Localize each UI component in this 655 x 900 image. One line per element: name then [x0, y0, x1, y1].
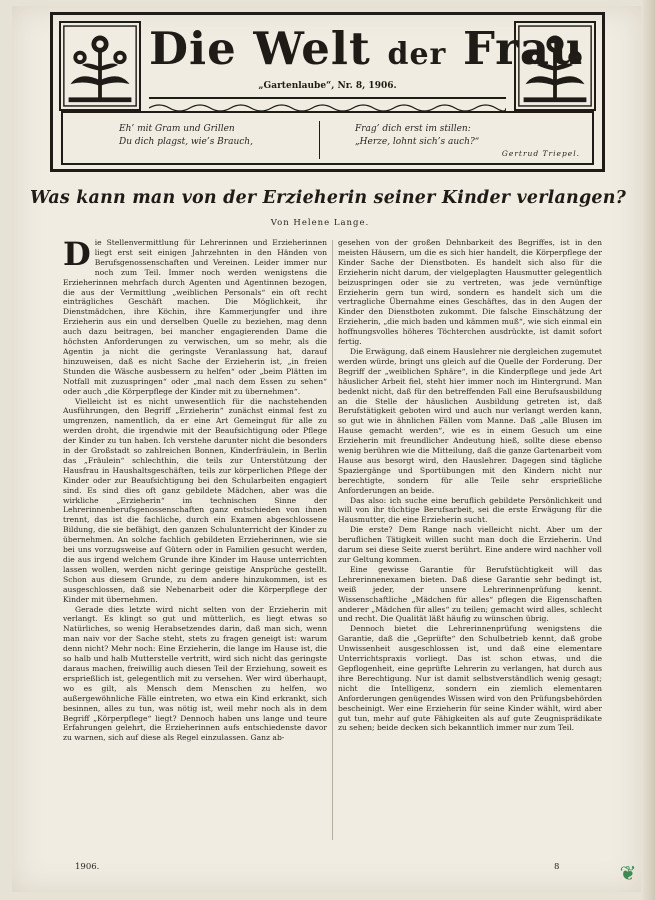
- paragraph: Gerade dies letzte wird nicht selten von der Erzieherin mit verlangt. Es klingt so gut und mütterlich, es liegt etwas so Natürliches, so wenig Herabsetzendes darin, daß man sich, wenn man naiv vor der Sache steht, stets zu fragen geneigt ist: warum denn nicht? Mehr noch: Eine Erzieherin, die lange im Hause ist, die so halb und halb Mutterstelle vertritt, wird sich nicht das geringste daraus machen, freiwillig auch diesen Teil der Erziehung, soweit es ersprießlich ist, gelegentlich mit zu versehen. Wer wird überhaupt, wo es gilt, als Mensch dem Menschen zu helfen, wo außergewöhnliche Fälle eintreten, wo etwa ein Kind erkrankt, sich besinnen, alles zu tun, was nötig ist, weil mehr noch als in dem Begriff „Körperpflege“ liegt? Dennoch haben uns lange und teure Erfahrungen gelehrt, die Erzieherinnen aufs entschiedenste davor zu warnen, sich auf diese als Regel einzulassen. Ganz ab-: [63, 604, 327, 743]
- motto-left-line-2: Du dich plagst, wie’s Brauch,: [119, 137, 253, 147]
- decorative-band: [149, 97, 506, 111]
- article-heading: Was kann man von der Erzieherin seiner Kinder verlangen?: [30, 188, 627, 208]
- paragraph: Die erste? Dem Range nach vielleicht nicht. Aber um der beruflichen Tätigkeit willen sucht man doch die Erzieherin. Und darum sei diese Seite zuerst berührt. Eine andere wird nachher voll zur Geltung kommen.: [338, 525, 602, 564]
- title-part-1: Die Welt: [149, 22, 388, 75]
- motto-left: [119, 123, 309, 149]
- masthead: [50, 12, 605, 172]
- article-column-left: [63, 238, 327, 843]
- page-number: 8: [554, 862, 560, 872]
- title-part-2: der: [387, 37, 447, 72]
- column-divider: [332, 240, 333, 840]
- paragraph: Vielleicht ist es nicht unwesentlich für die nachstehenden Ausführungen, den Begriff „Erzieherin“ zunächst einmal fest zu umgrenzen, namentlich, da er eine Art Gemeingut für alle zu werden droht, die irgendwie mit der Beaufsichtigung oder Pflege der Kinder zu tun haben. Ich verstehe darunter nicht die besonders in der Großstadt so zahlreichen Bonnen, Kinderfräulein, in Berlin das „Fräulein“ schlechthin, die teils zur Unterstützung der Hausfrau in Haushaltsgeschäften, teils zur körperlichen Pflege der Kinder oder zur Beaufsichtigung bei den Schularbeiten engagiert sind. Es sind dies oft ganz gebildete Mädchen, aber was die wirkliche „Erzieherin“ im technischen Sinne der Lehrerinnenberufsgenossenschaften ganz entschieden von ihnen trennt, das ist die fachliche, durch ein Examen abgeschlossene Bildung, die sie befähigt, den ganzen Schulunterricht der Kinder zu übernehmen. An solche fachlich gebildeten Erzieherinnen, wie sie bei uns vorzugsweise auf Gütern oder in Familien gesucht werden, die aus irgend welchem Grunde ihre Kinder im Hause unterrichten lassen wollen, werden nicht geringe geistige Ansprüche gestellt. Schon aus diesem Grunde, zu dem andere hinzukommen, ist es ausgeschlossen, daß sie Nebenarbeit oder die Körperpflege der Kinder mit übernehmen.: [63, 396, 327, 604]
- motto-divider: [319, 121, 320, 159]
- motto-right-line-1: Frag’ dich erst im stillen:: [355, 124, 471, 134]
- drop-cap: D: [63, 238, 91, 273]
- paragraph: Eine gewisse Garantie für Berufstüchtigkeit will das Lehrerinnenexamen bieten. Daß diese Garantie sehr bedingt ist, weiß jeder, der unsere Lehrerinnenprüfung kennt. Wissenschaftliche „Mädchen für alles“ pflegen die Eigenschaften anderer „Mädchen für alles“ zu teilen; gemacht wird alles, schlecht und recht. Die Qualität läßt häufig zu wünschen übrig.: [338, 564, 602, 624]
- page-edge: [641, 0, 655, 900]
- motto-right-line-2: „Herze, lohnt sich’s auch?“: [355, 137, 480, 147]
- paragraph: Das also: ich suche eine beruflich gebildete Persönlichkeit und will von ihr tüchtige Berufsarbeit, sei die erste Erwägung für die Hausmutter, die eine Erzieherin sucht.: [338, 495, 602, 525]
- motto-author: Gertrud Triepel.: [501, 149, 580, 158]
- motto-left-line-1: Eh’ mit Gram und Grillen: [119, 124, 235, 134]
- motto-box: [61, 111, 594, 165]
- footer-year: 1906.: [75, 862, 100, 872]
- magazine-title: [149, 19, 584, 79]
- paragraph-text: ie Stellenvermittlung für Lehrerinnen und Erzieherinnen liegt erst seit einigen Jahrzehnten in den Händen von Berufsgenossenschaften und Vereinen. Leider immer nur noch zum Teil. Immer noch werden wenigstens die Erzieherinnen mehrfach durch Agenten und Agentinnen bezogen, die aus der Vermittlung „weiblichen Personals“ ein oft recht einträgliches Geschäft machen. Die Möglichkeit, ihr Dienstmädchen, ihre Köchin, ihre Kammerjungfer und ihre Erzieherin aus ein und derselben Quelle zu beziehen, mag denn auch dazu beitragen, bei mancher engagierenden Dame die höchsten Anforderungen zu verwischen, um so mehr, als die Agentin ja nicht die geringste Veranlassung hat, darauf hinzuweisen, daß es nicht Sache der Erzieherin ist, „in freien Stunden die Wäsche ausbessern zu helfen“ oder „beim Plätten im Notfall mit zuzuspringen“ oder „mal nach dem Essen zu sehen“ oder auch „die Körperpflege der Kinder mit zu übernehmen“.: [63, 238, 327, 396]
- library-stamp-icon: ❦: [619, 861, 637, 885]
- article-column-right: [338, 238, 602, 843]
- issue-subline: „Gartenlaube“, Nr. 8, 1906.: [258, 81, 397, 91]
- floral-ornament-left: [59, 21, 141, 111]
- paragraph: gesehen von der großen Dehnbarkeit des Begriffes, ist in den meisten Häusern, um die es sich hier handelt, die Körperpflege der Kinder Sache der Dienstboten. Es handelt sich also für die Erzieherin nicht darum, der vielgeplagten Hausmutter gelegentlich beizuspringen oder sie zu vertreten, was jede vernünftige Erzieherin gern tun wird, sondern es handelt sich um die vertragliche Übernahme eines Geschäftes, das in den Augen der Kinder den Dienstboten zukommt. Die falsche Einschätzung der Erzieherin, „die mich baden und kämmen muß“, wie sich einmal ein hoffnungsvolles höheres Töchterchen ausdrückte, ist damit sofort fertig.: [338, 238, 602, 347]
- paragraph: [63, 238, 327, 397]
- paragraph: Die Erwägung, daß einem Hauslehrer nie dergleichen zugemutet werden würde, bringt uns gleich auf die Quelle der Forderung. Der Begriff der „weiblichen Sphäre“, in die Kinderpflege und jede Art häuslicher Arbeit fiel, steht hier immer noch im Hintergrund. Man bedenkt nicht, daß für den betreffenden Fall eine Berufsausbildung an die Stelle der häuslichen Ausbildung getreten ist, daß Berufstätigkeit geboten wird und auch nur verlangt werden kann, so gut wie in ähnlichen Fällen vom Manne. Daß „alle Blusen im Hause gemacht werden“, wie es in einem Gesuch um eine Erzieherin mit freundlicher Andeutung hieß, sollte diese ebenso wenig berühren wie die Mitteilung, daß die ganze Gartenarbeit vom Hause aus besorgt wird, den Hauslehrer. Dagegen sind tägliche Spaziergänge und Sportübungen mit den Kindern nicht nur berechtigte, sondern für alle Teile sehr ersprießliche Anforderungen an beide.: [338, 346, 602, 495]
- motto-right: [355, 123, 575, 149]
- paragraph: Dennoch bietet die Lehrerinnenprüfung wenigstens die Garantie, daß die „Geprüfte“ den Schulbetrieb kennt, daß grobe Unwissenheit ausgeschlossen ist, und daß eine elementare Unterrichtspraxis vorliegt. Das ist schon etwas, und die Gepflogenheit, eine geprüfte Lehrerin zu verlangen, hat durch aus ihre Berechtigung. Nur ist damit selbstverständlich wenig gesagt; nicht die Intelligenz, sondern ein ziemlich elementaren Anforderungen genügendes Wissen wird von den Prüfungsbehörden bescheinigt. Wer eine Erzieherin für seine Kinder wählt, wird aber gut tun, mehr auf gute Fähigkeiten als auf gute Zeugnisprädikate zu sehen; beide decken sich bekanntlich immer nur zum Teil.: [338, 624, 602, 733]
- article-byline: Von Helene Lange.: [270, 218, 370, 228]
- title-part-3: Frau: [446, 22, 584, 75]
